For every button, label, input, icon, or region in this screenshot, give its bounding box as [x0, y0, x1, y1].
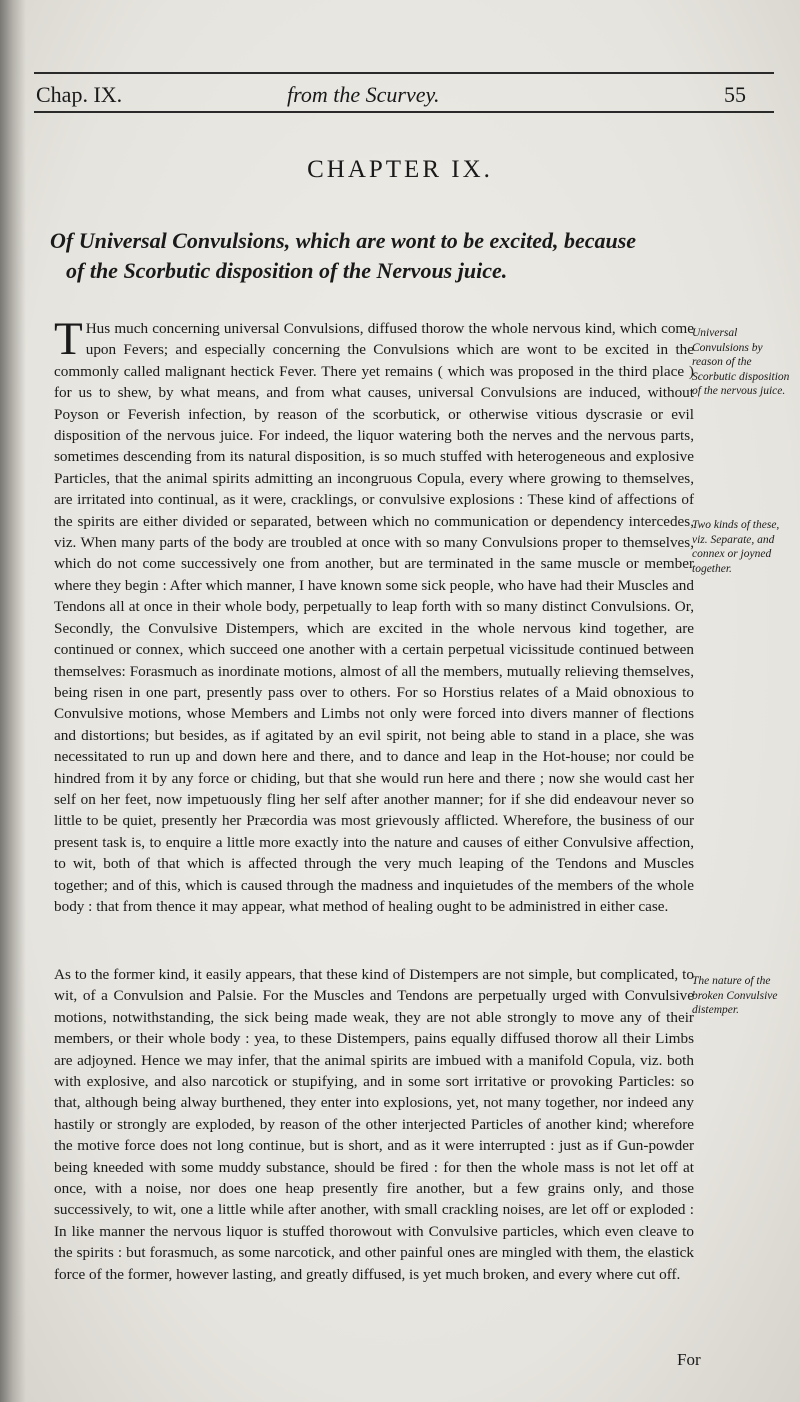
header-rule-top — [34, 72, 774, 74]
running-title: from the Scurvey. — [287, 82, 440, 107]
chapter-subtitle-line-2: of the Scorbutic disposition of the Nervous juice. — [66, 258, 508, 283]
margin-note-two-kinds: Two kinds of these, viz. Separate, and connex or joyned together. — [692, 519, 780, 575]
margin-note-universal-convulsions: Universal Convulsions by reason of the Scorbutic disposition of the nervous juice. — [692, 327, 790, 397]
header-rule-bottom — [34, 111, 774, 113]
catchword: For — [677, 1350, 701, 1369]
chapter-label: Chap. IX. — [36, 82, 123, 107]
binding-shadow — [0, 0, 26, 1402]
chapter-subtitle-line-1: Of Universal Convulsions, which are wont to be excited, because — [50, 228, 637, 253]
page-number: 55 — [724, 82, 746, 107]
chapter-heading: CHAPTER IX. — [307, 156, 493, 183]
body-paragraph-1: THus much concerning universal Convulsions, diffused thorow the whole nervous kind, which come upon Fevers; and especially concerning the Convulsions which are wont to be excited in the commonly called malignant hectick Fever. There yet remains ( which was proposed in the third place ) for us to shew, by what means, and from what causes, universal Convulsions are induced, without Poyson or Feverish infection, by reason of the scorbutick, or otherwise vitious dyscrasie or evil disposition of the nervous juice. For indeed, the liquor watering both the nerves and the nervous parts, sometimes descending from its natural disposition, is so much stuffed with heterogeneous and explosive Particles, that the animal spirits admitting an incongruous Copula, every where growing to themselves, are irritated into continual, as it were, cracklings, or convulsive explosions : These kind of affections of the spirits are either divided or separated, between which no communication or dependency intercedes, viz. When many parts of the body are troubled at once with so many Convulsions proper to themselves, which do not come successively one from another, but are terminated in the same muscle or member where they begin : After which manner, I have known some sick people, who have had their Muscles and Tendons all at once in their whole body, perpetually to leap forth with so many distinct Convulsions. Or, Secondly, the Convulsive Distempers, which are excited in the whole nervous kind together, are continued or connex, which succeed one another with a certain perpetual vicissitude continued between themselves: Forasmuch as inordinate motions, almost of all the members, mutually relieving themselves, being risen in one part, presently pass over to others. For so Horstius relates of a Maid obnoxious to Convulsive motions, whose Members and Limbs not only were forced into divers manner of flections and distortions; but besides, as if agitated by an evil spirit, not being able to stand in a place, she was necessitated to run up and down here and there, and to dance and leap in the Hot-house; nor could be hindred from it by any force or chiding, but that she would run here and there ; now she would cast her self on her feet, now impetuously fling her self after another manner; for if she did endeavour never so little to be quiet, presently her Præcordia was most grievously afflicted. Wherefore, the business of our present task is, to enquire a little more exactly into the nature and causes of either Convulsive affection, to wit, both of that which is affected through the very much leaping of the Tendons and Muscles together; and of this, which is caused through the madness and inquietudes of the members of the whole body : that from thence it may appear, what method of healing ought to be administred in either case. — [54, 313, 694, 915]
body-paragraph-2: As to the former kind, it easily appears, that these kind of Distempers are not simple, but complicated, to wit, of a Convulsion and Palsie. For the Muscles and Tendons are perpetually urged with Convulsive motions, notwithstanding, the sick being made weak, they are not able strongly to move any of their members, or their whole body : yea, to these Distempers, pains equally diffused thorow all their Limbs are adjoyned. Hence we may infer, that the animal spirits are imbued with a manifold Copula, viz. both with explosive, and also narcotick or stupifying, and in some sort irritative or provoking Particles: so that, although being alway burthened, they enter into explosions, yet, not many together, nor indeed any hastily or strongly are exploded, by reason of the other interjected Particles of another kind; wherefore the motive force does not long continue, but is short, and as it were interrupted : just as if Gun-powder being kneeded with some muddy substance, should be fired : for then the whole mass is not let off at once, with a noise, nor does one heap presently fire another, but a few grains only, and those successively, to wit, one a little while after another, with small crackling noises, are let off or exploded : In like manner the nervous liquor is stuffed thorowout with Convulsive particles, which even cleave to the spirits : but forasmuch, as some narcotick, and other painful ones are mingled with them, the elastick force of the former, however lasting, and greatly diffused, is yet much broken, and every where cut off. — [54, 966, 694, 1283]
margin-note-broken-convulsive: The nature of the broken Convulsive distemper. — [692, 975, 778, 1016]
